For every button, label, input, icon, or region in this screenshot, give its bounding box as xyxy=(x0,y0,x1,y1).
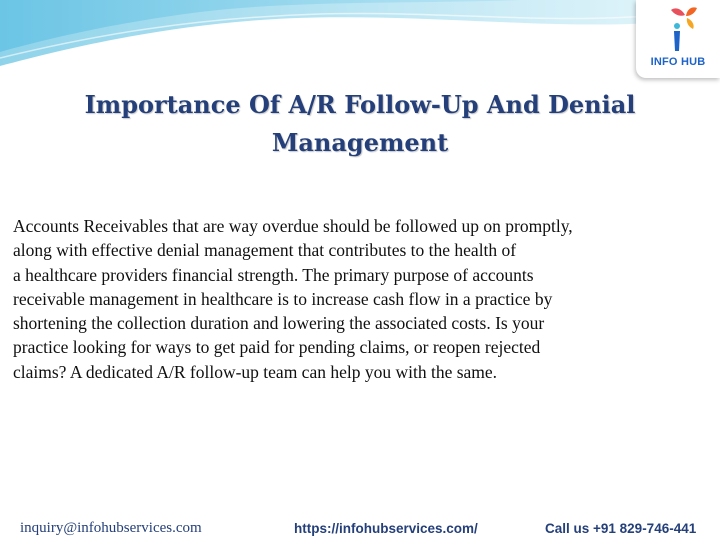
body-paragraph xyxy=(13,214,713,384)
logo-text: INFO HUB xyxy=(650,56,706,68)
title-line-2: Management xyxy=(271,128,449,157)
title-line-1: Importance Of A/R Follow-Up And Denial xyxy=(84,90,636,119)
info-hub-logo-icon xyxy=(656,4,702,54)
body-line: claims? A dedicated A/R follow-up team can help you with the same. xyxy=(13,361,498,382)
company-logo xyxy=(636,0,720,78)
footer-website-link[interactable]: https://infohubservices.com/ xyxy=(294,521,478,536)
body-line: Accounts Receivables that are way overdue should be followed up on promptly, xyxy=(13,216,573,236)
footer-phone[interactable]: Call us +91 829-746-441 xyxy=(545,521,697,536)
body-line: practice looking for ways to get paid for pending claims, or reopen rejected xyxy=(13,337,541,358)
body-line: shortening the collection duration and lowering the associated costs. Is your xyxy=(13,313,545,334)
body-line: receivable management in healthcare is to increase cash flow in a practice by xyxy=(13,288,553,309)
page-title xyxy=(20,86,700,162)
header-wave-decoration xyxy=(0,0,720,80)
footer-email-link[interactable]: inquiry@infohubservices.com xyxy=(20,520,202,536)
body-line: a healthcare providers financial strength. The primary purpose of accounts xyxy=(13,264,534,285)
body-line: along with effective denial management that contributes to the health of xyxy=(13,240,517,261)
